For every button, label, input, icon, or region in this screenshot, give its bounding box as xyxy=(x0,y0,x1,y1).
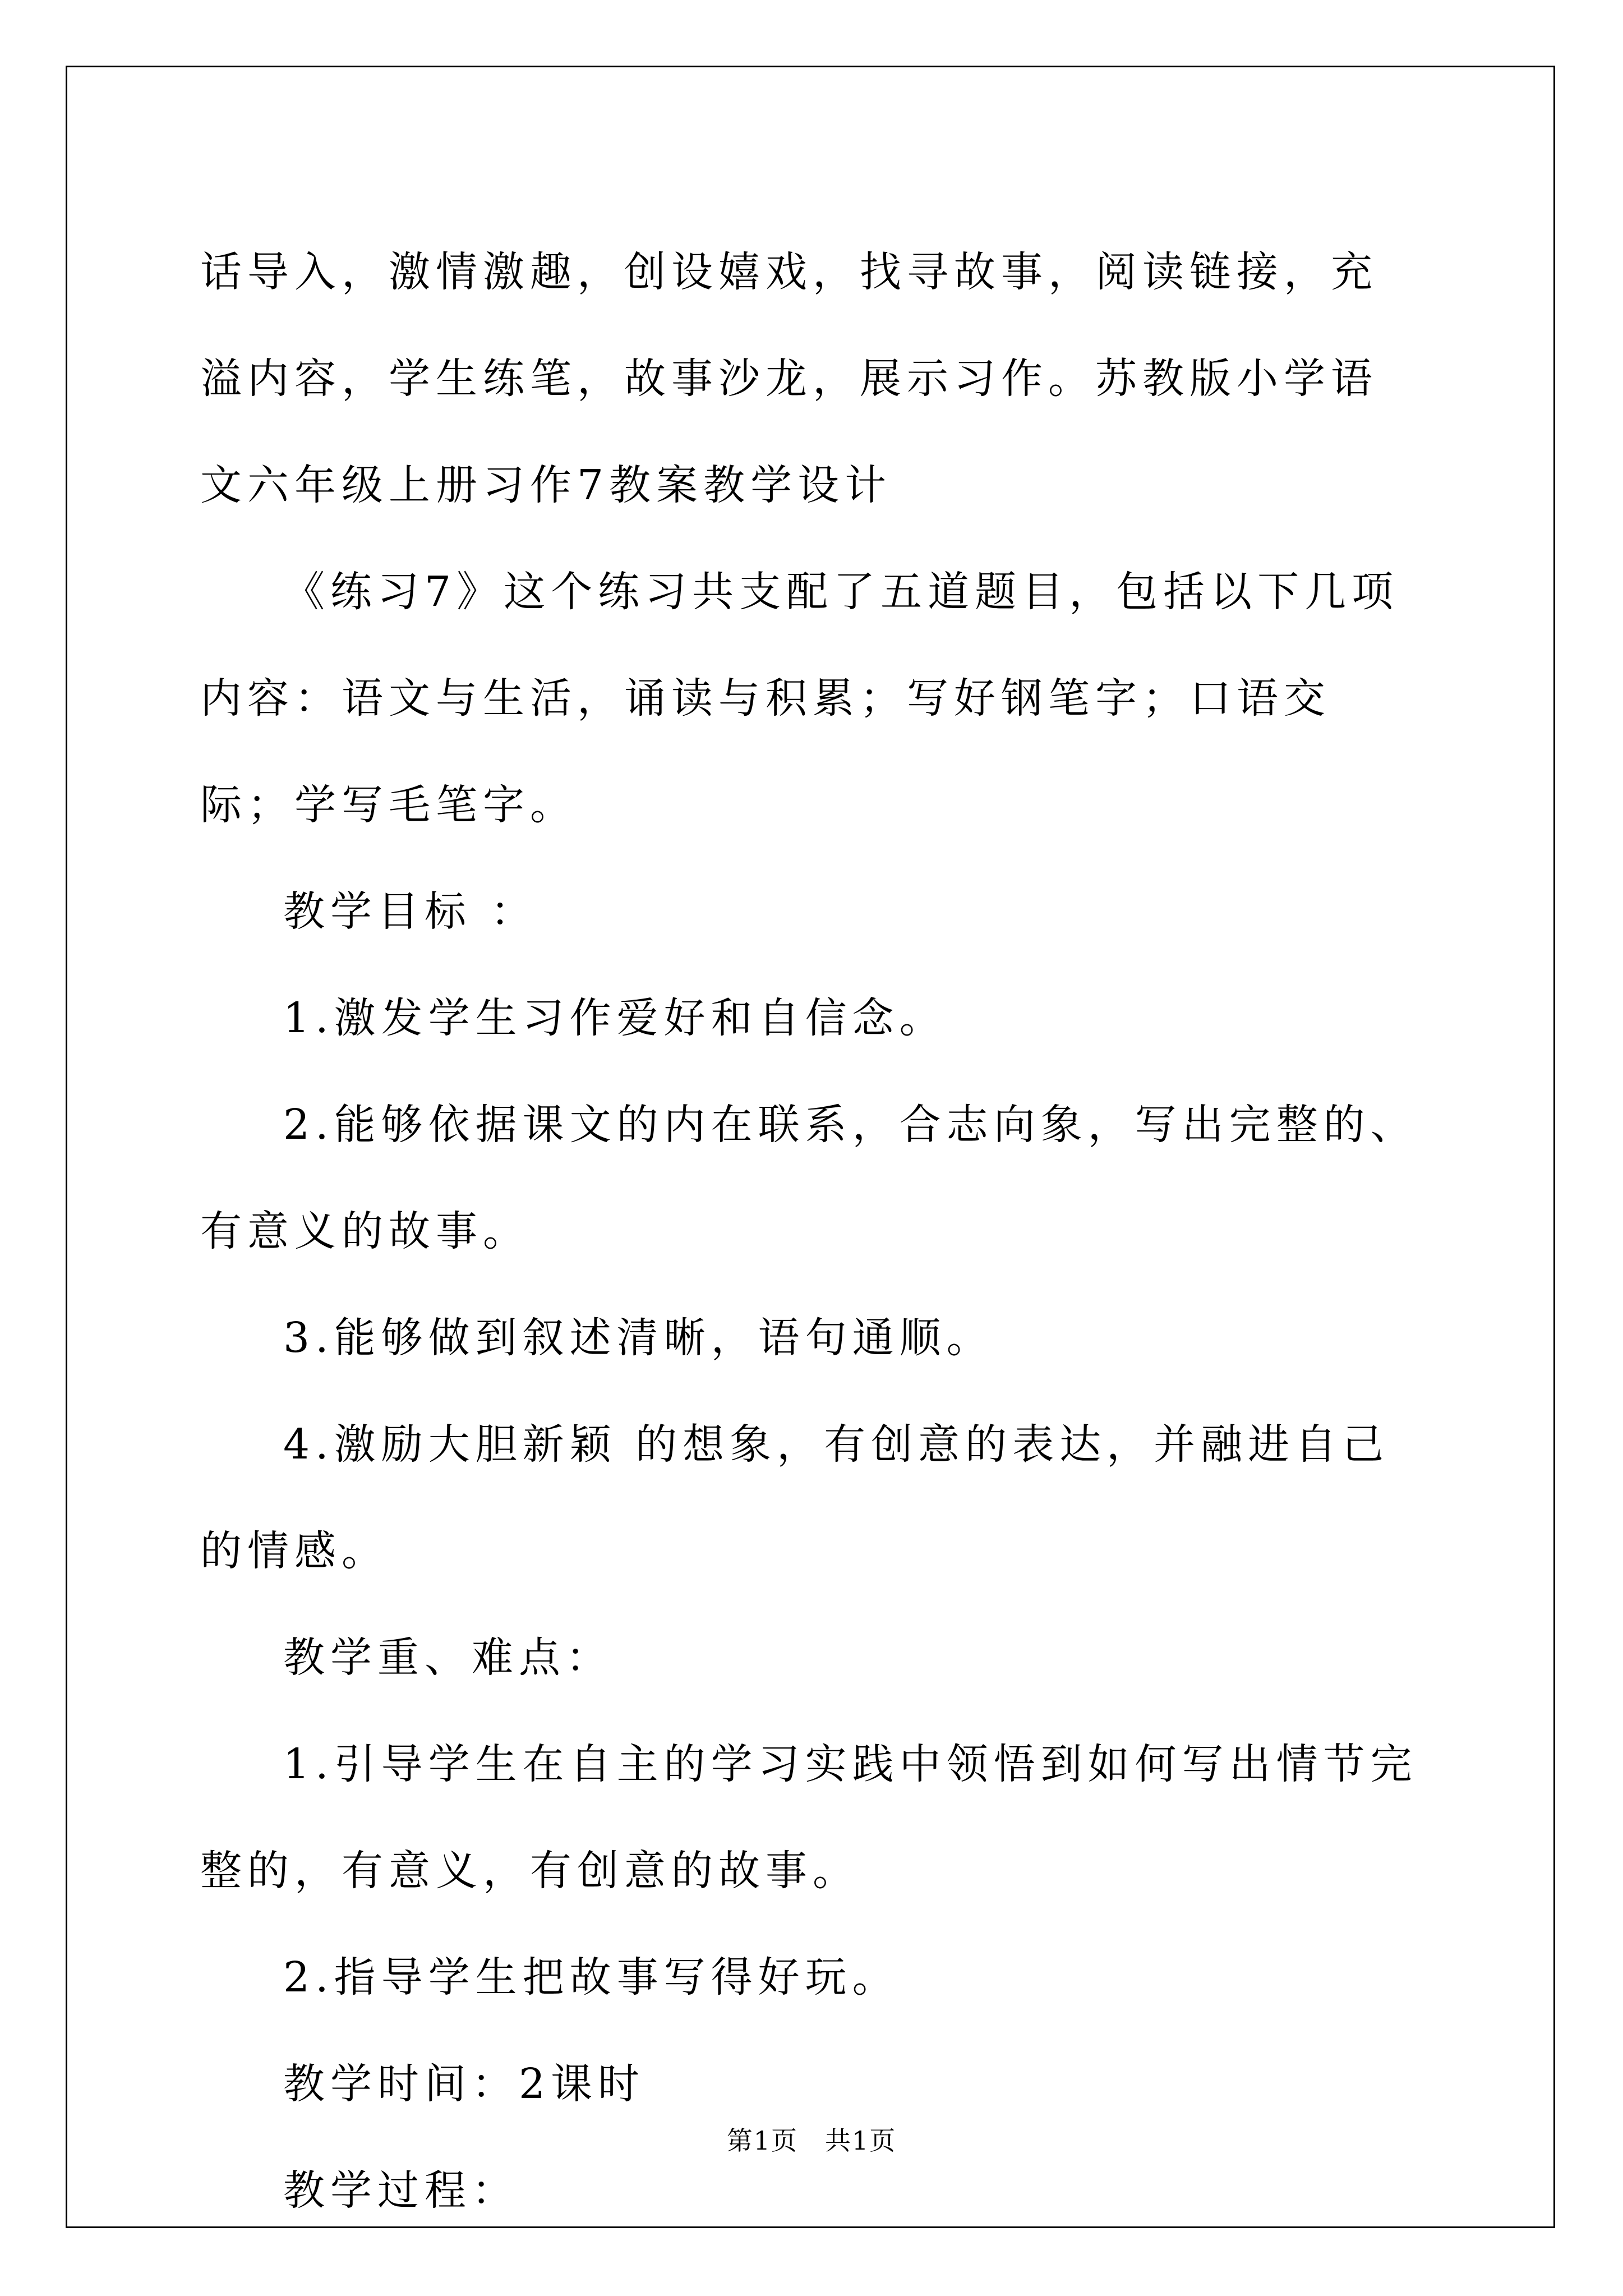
heading-teaching-process: 教学过程： xyxy=(283,2166,519,2215)
page-number-footer: 第1页 共1页 xyxy=(726,2125,897,2156)
paragraph-continuation: 话导入，激情激趣，创设嬉戏，找寻故事，阅读链接，充溢内容，学生练笔，故事沙龙，展示习作。苏教版小学语文六年级上册习作7教案教学设计 xyxy=(200,248,1378,509)
key-point-item-1: 1.引导学生在自主的学习实践中领悟到如何写出情节完整的，有意义，有创意的故事。 xyxy=(200,1740,1418,1895)
paragraph-exercise-intro: 《练习7》这个练习共支配了五道题目，包括以下几项内容：语文与生活，诵读与积累；写好钢笔字；口语交际；学写毛笔字。 xyxy=(200,568,1399,829)
teaching-time: 教学时间：2课时 xyxy=(283,2060,645,2108)
key-point-item-2: 2.指导学生把故事写得好玩。 xyxy=(283,1953,900,2001)
goal-item-1: 1.激发学生习作爱好和自信念。 xyxy=(283,994,947,1042)
goal-item-4: 4.激励大胆新颖 的想象，有创意的表达，并融进自己的情感。 xyxy=(200,1420,1390,1575)
goal-item-2: 2.能够依据课文的内在联系，合志向象，写出完整的、有意义的故事。 xyxy=(200,1101,1418,1255)
heading-teaching-goals: 教学目标 ： xyxy=(283,887,538,936)
goal-item-3: 3.能够做到叙述清晰，语句通顺。 xyxy=(283,1314,994,1362)
heading-key-points: 教学重、难点： xyxy=(283,1634,613,1682)
document-body xyxy=(200,219,1423,2244)
